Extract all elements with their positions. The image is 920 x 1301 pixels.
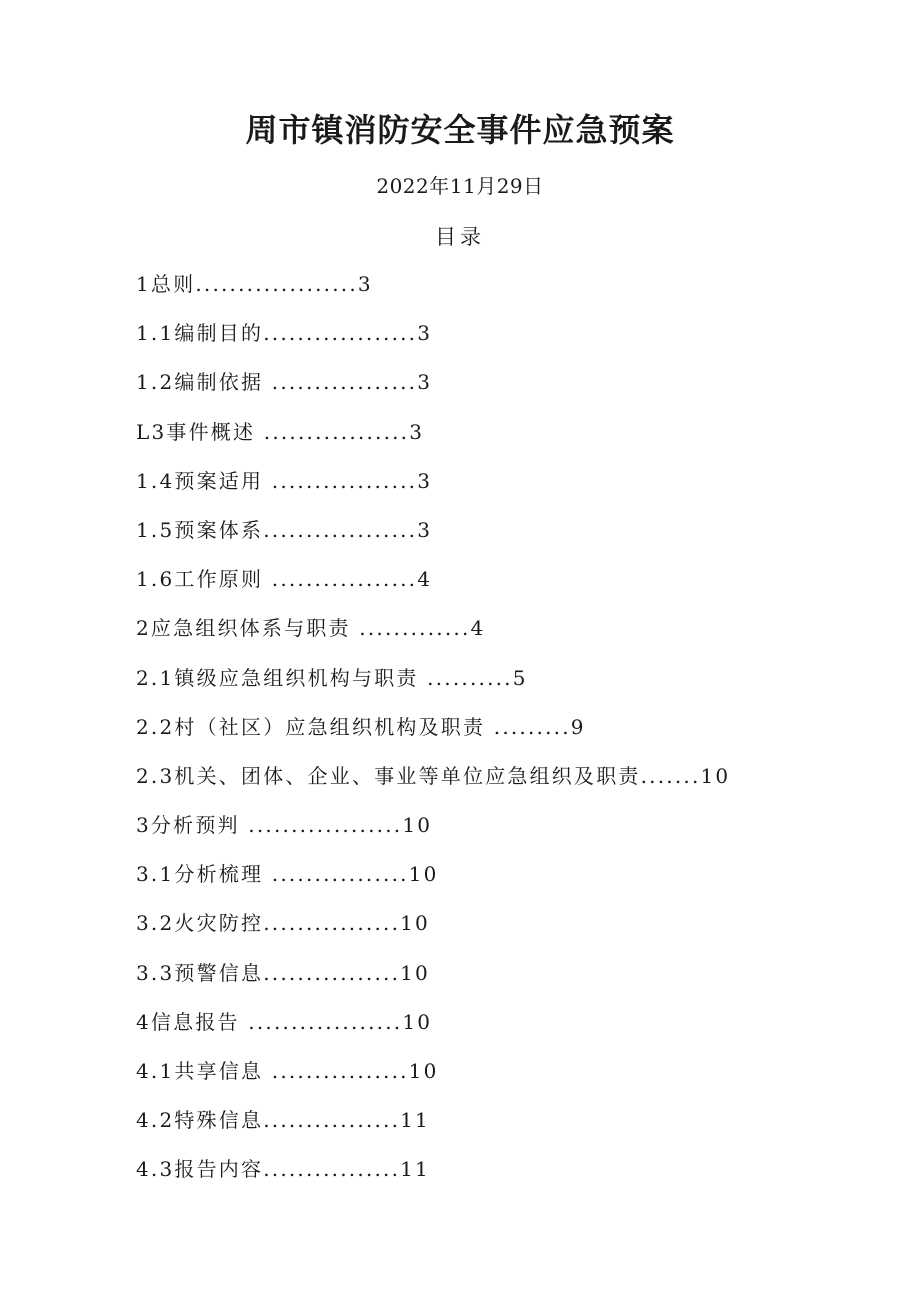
toc-entry[interactable]: 4.1共享信息 ................10: [136, 1059, 439, 1083]
toc-entry[interactable]: 1总则...................3: [136, 272, 373, 296]
document-date: 2022年11月29日: [376, 174, 544, 198]
toc-entry[interactable]: 1.4预案适用 .................3: [136, 468, 433, 493]
toc-entry[interactable]: 3.3预警信息................10: [136, 960, 430, 985]
toc-entry[interactable]: 2.3机关、团体、企业、事业等单位应急组织及职责.......10: [136, 763, 731, 788]
toc-entry[interactable]: 1.6工作原则 .................4: [136, 567, 433, 592]
toc-entry[interactable]: 1.2编制依据 .................3: [136, 370, 433, 395]
toc-entry[interactable]: 4.2特殊信息................11: [136, 1108, 430, 1133]
table-of-contents: [136, 266, 730, 1201]
toc-entry[interactable]: 2.1镇级应急组织机构与职责 ..........5: [136, 665, 528, 690]
toc-entry[interactable]: L3事件概述 .................3: [136, 419, 425, 444]
document-title: 周市镇消防安全事件应急预案: [245, 111, 675, 149]
toc-entry[interactable]: 3.1分析梳理 ................10: [136, 862, 439, 887]
toc-entry[interactable]: 4.3报告内容................11: [136, 1157, 430, 1182]
toc-entry[interactable]: 4信息报告 ..................10: [136, 1009, 433, 1034]
toc-entry[interactable]: 3.2火灾防控................10: [136, 911, 430, 936]
toc-entry[interactable]: 3分析预判 ..................10: [136, 813, 433, 838]
toc-entry[interactable]: 1.5预案体系..................3: [136, 517, 433, 542]
toc-entry[interactable]: 1.1编制目的..................3: [136, 321, 433, 346]
toc-entry[interactable]: 2应急组织体系与职责 .............4: [136, 616, 486, 641]
toc-heading: 目录: [435, 225, 485, 249]
toc-entry[interactable]: 2.2村（社区）应急组织机构及职责 .........9: [136, 714, 586, 739]
